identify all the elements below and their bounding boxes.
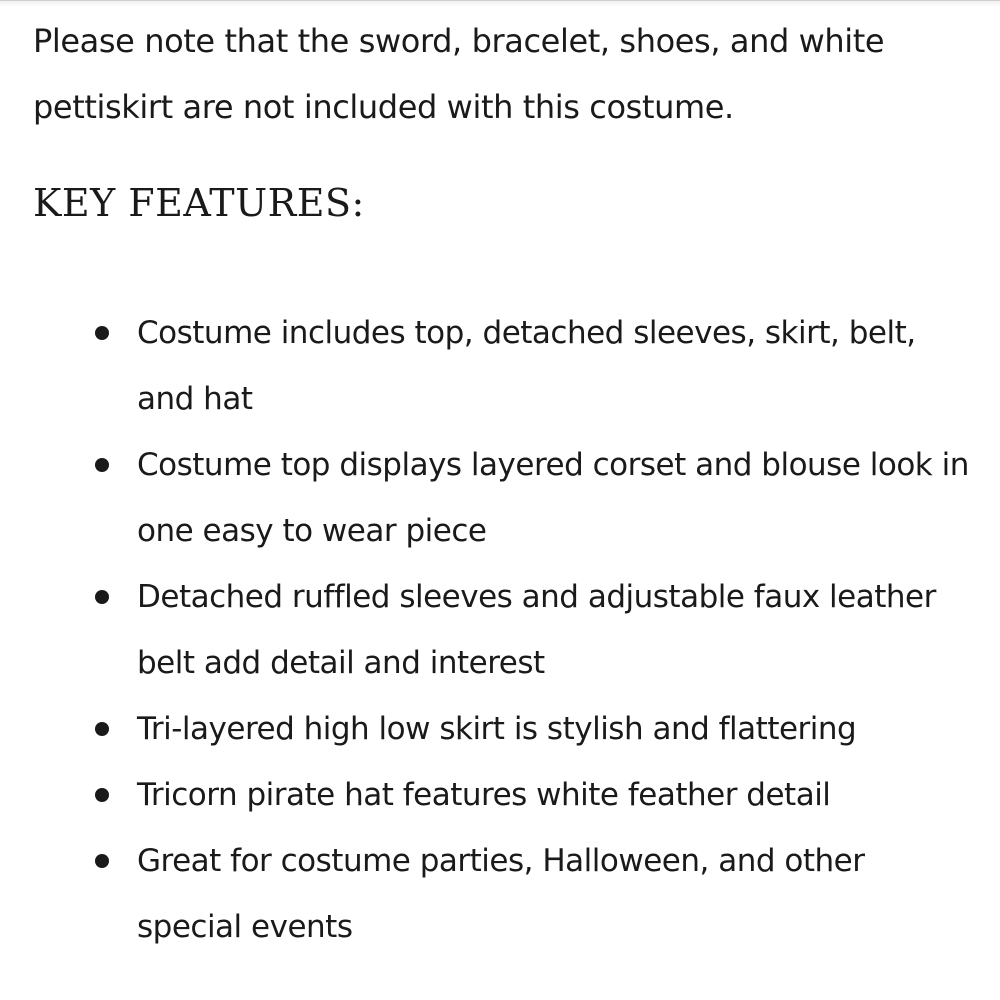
bullet-icon: [95, 722, 109, 736]
feature-text: Costume includes top, detached sleeves, skirt, belt, and hat: [137, 315, 916, 417]
exclusion-note: Please note that the sword, bracelet, shoes, and white pettiskirt are not included with this costume.: [33, 22, 885, 126]
feature-item: [33, 828, 973, 960]
product-description: [33, 8, 973, 960]
feature-item: [33, 432, 973, 564]
feature-item: [33, 762, 973, 828]
feature-item: [33, 696, 973, 762]
feature-item: [33, 300, 973, 432]
feature-text: Great for costume parties, Halloween, and other special events: [137, 843, 865, 945]
feature-text: Tri-layered high low skirt is stylish and flattering: [137, 711, 857, 747]
feature-text: Detached ruffled sleeves and adjustable faux leather belt add detail and interest: [137, 579, 936, 681]
key-features-heading: KEY FEATURES:: [33, 181, 365, 225]
bullet-icon: [95, 458, 109, 472]
bullet-icon: [95, 788, 109, 802]
feature-text: Tricorn pirate hat features white feather detail: [137, 777, 831, 813]
bullet-icon: [95, 590, 109, 604]
feature-item: [33, 564, 973, 696]
bullet-icon: [95, 854, 109, 868]
top-divider: [0, 0, 1000, 7]
key-features-list: [33, 300, 973, 960]
bullet-icon: [95, 326, 109, 340]
feature-text: Costume top displays layered corset and blouse look in one easy to wear piece: [137, 447, 969, 549]
